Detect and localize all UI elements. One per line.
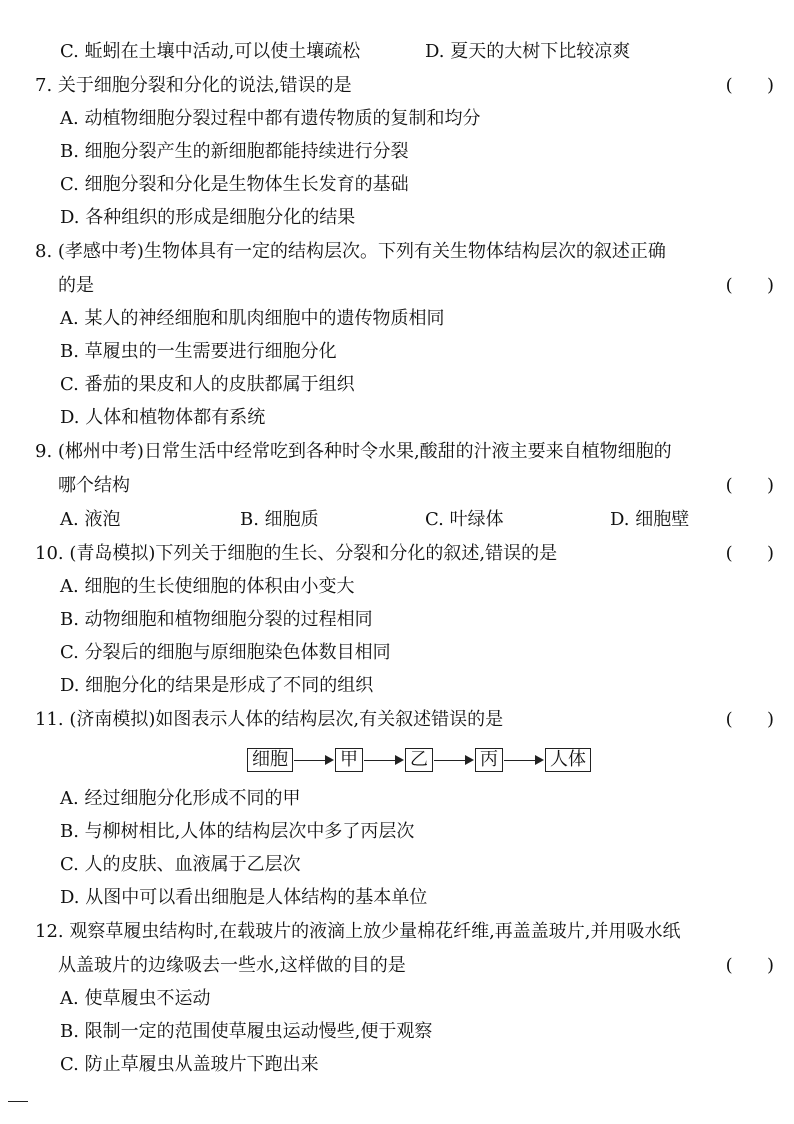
q9-option-d: D. 细胞壁 xyxy=(610,509,690,530)
q6-option-c: C. 蚯蚓在土壤中活动,可以使土壤疏松 xyxy=(60,41,361,62)
q7-stem: 7. 关于细胞分裂和分化的说法,错误的是 xyxy=(35,75,352,96)
q12-stem-line1: 12. 观察草履虫结构时,在载玻片的液滴上放少量棉花纤维,再盖盖玻片,并用吸水纸 xyxy=(35,921,681,942)
q8-option-d: D. 人体和植物体都有系统 xyxy=(60,407,266,428)
q8-stem-line1: 8. (孝感中考)生物体具有一定的结构层次。下列有关生物体结构层次的叙述正确 xyxy=(35,241,666,262)
diagram-box-yi: 乙 xyxy=(405,748,433,772)
q8-option-c: C. 番茄的果皮和人的皮肤都属于组织 xyxy=(60,374,355,395)
diagram-box-human-body: 人体 xyxy=(545,748,591,772)
q12-answer-blank: ( ) xyxy=(725,955,774,976)
q8-option-b: B. 草履虫的一生需要进行细胞分化 xyxy=(60,341,337,362)
q6-option-d: D. 夏天的大树下比较凉爽 xyxy=(425,41,631,62)
q7-option-c: C. 细胞分裂和分化是生物体生长发育的基础 xyxy=(60,174,409,195)
arrow-right-icon xyxy=(434,754,474,766)
diagram-box-cell: 细胞 xyxy=(247,748,293,772)
q9-option-b: B. 细胞质 xyxy=(240,509,319,530)
q7-option-a: A. 动植物细胞分裂过程中都有遗传物质的复制和均分 xyxy=(60,108,481,129)
q10-option-b: B. 动物细胞和植物细胞分裂的过程相同 xyxy=(60,609,373,630)
q8-option-a: A. 某人的神经细胞和肌肉细胞中的遗传物质相同 xyxy=(60,308,445,329)
arrow-right-icon xyxy=(504,754,544,766)
q11-option-b: B. 与柳树相比,人体的结构层次中多了丙层次 xyxy=(60,821,415,842)
q8-stem-line2: 的是 xyxy=(58,275,94,296)
arrow-right-icon xyxy=(294,754,334,766)
arrow-right-icon xyxy=(364,754,404,766)
q9-stem-line2: 哪个结构 xyxy=(58,475,130,496)
q7-answer-blank: ( ) xyxy=(725,75,774,96)
q10-option-c: C. 分裂后的细胞与原细胞染色体数目相同 xyxy=(60,642,391,663)
diagram-box-jia: 甲 xyxy=(335,748,363,772)
diagram-box-bing: 丙 xyxy=(475,748,503,772)
q11-answer-blank: ( ) xyxy=(725,709,774,730)
q9-option-a: A. 液泡 xyxy=(60,509,121,530)
q11-option-a: A. 经过细胞分化形成不同的甲 xyxy=(60,788,301,809)
q10-option-d: D. 细胞分化的结果是形成了不同的组织 xyxy=(60,675,374,696)
q11-option-c: C. 人的皮肤、血液属于乙层次 xyxy=(60,854,301,875)
q8-answer-blank: ( ) xyxy=(725,275,774,296)
q10-option-a: A. 细胞的生长使细胞的体积由小变大 xyxy=(60,576,355,597)
q12-option-a: A. 使草履虫不运动 xyxy=(60,988,211,1009)
q9-answer-blank: ( ) xyxy=(725,475,774,496)
q10-stem: 10. (青岛模拟)下列关于细胞的生长、分裂和分化的叙述,错误的是 xyxy=(35,543,558,564)
page-footer-dash xyxy=(8,1101,28,1102)
q9-stem-line1: 9. (郴州中考)日常生活中经常吃到各种时令水果,酸甜的汁液主要来自植物细胞的 xyxy=(35,441,672,462)
q11-option-d: D. 从图中可以看出细胞是人体结构的基本单位 xyxy=(60,887,428,908)
q12-option-c: C. 防止草履虫从盖玻片下跑出来 xyxy=(60,1054,319,1075)
structure-level-diagram xyxy=(247,747,591,773)
q12-stem-line2: 从盖玻片的边缘吸去一些水,这样做的目的是 xyxy=(58,955,406,976)
q7-option-b: B. 细胞分裂产生的新细胞都能持续进行分裂 xyxy=(60,141,409,162)
q7-option-d: D. 各种组织的形成是细胞分化的结果 xyxy=(60,207,356,228)
q11-stem: 11. (济南模拟)如图表示人体的结构层次,有关叙述错误的是 xyxy=(35,709,504,730)
q12-option-b: B. 限制一定的范围使草履虫运动慢些,便于观察 xyxy=(60,1021,433,1042)
q10-answer-blank: ( ) xyxy=(725,543,774,564)
q9-option-c: C. 叶绿体 xyxy=(425,509,504,530)
